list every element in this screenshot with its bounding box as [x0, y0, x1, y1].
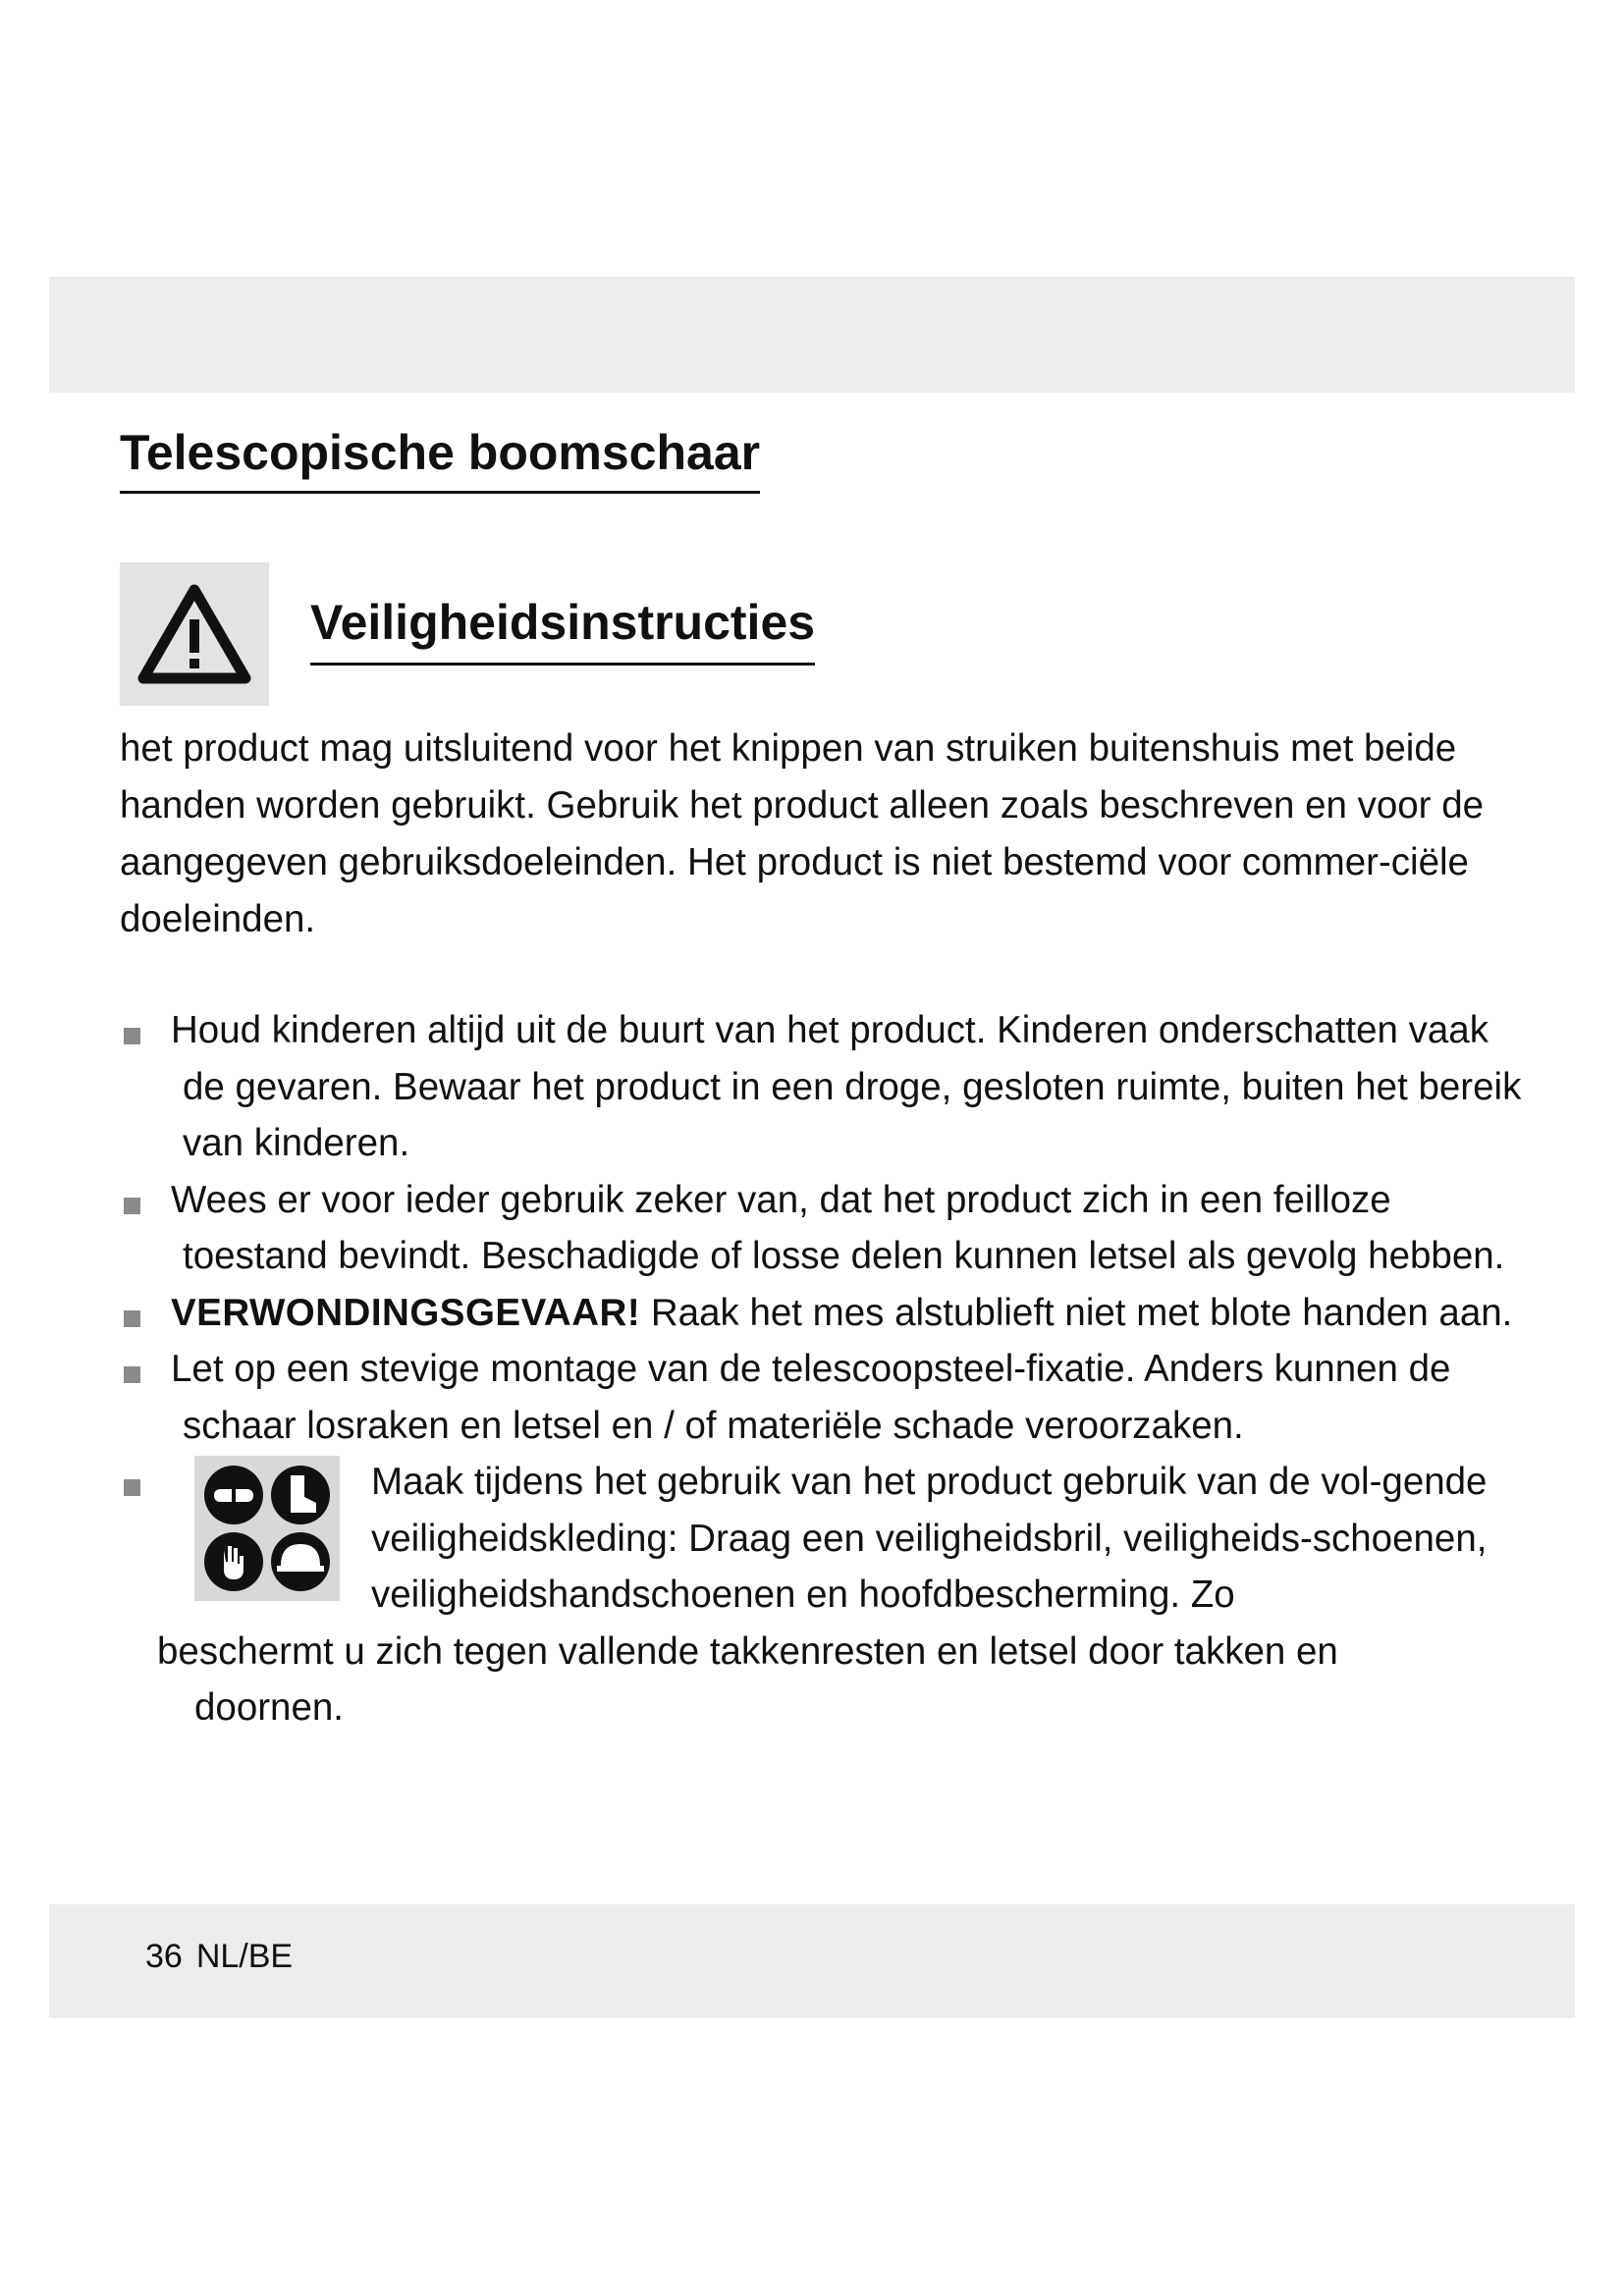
- list-item: [120, 1172, 1534, 1285]
- bullet-text-end: doornen.: [194, 1686, 344, 1729]
- bullet-square-icon: [124, 1310, 140, 1327]
- bullet-square-icon: [124, 1479, 140, 1496]
- safety-heading: Veiligheidsinstructies: [310, 598, 815, 666]
- bullet-square-icon: [124, 1028, 140, 1044]
- header-band: [49, 277, 1575, 393]
- bullet-square-icon: [124, 1198, 140, 1214]
- safety-list: [120, 1002, 1534, 1736]
- bullet-text: Maak tijdens het gebruik van het product gebruik van de vol-gende veiligheidskleding: Draag een veiligheidsbril, veiligheids-schoenen, veiligheidshandschoenen en hoofdbescherming. Zo: [371, 1461, 1488, 1616]
- safety-boots-icon: [271, 1466, 330, 1524]
- intro-paragraph: het product mag uitsluitend voor het knippen van struiken buitenshuis met beide handen worden gebruikt. Gebruik het product alleen zoals beschreven en voor de aangegeven gebruiksdoeleinden. Het product is niet bestemd voor commer-ciële doeleinden.: [120, 727, 1485, 940]
- section-title: Telescopische boomschaar: [120, 428, 760, 494]
- injury-warning: VERWONDINGSGEVAAR!: [171, 1291, 641, 1334]
- bullet-text-continued: beschermt u zich tegen vallende takkenresten en letsel door takken en: [157, 1629, 1338, 1673]
- warning-triangle-icon: [137, 584, 251, 684]
- bullet-square-icon: [124, 1366, 140, 1383]
- safety-goggles-icon: [204, 1466, 263, 1524]
- list-item: [120, 1341, 1534, 1454]
- list-item: [120, 1285, 1534, 1342]
- safety-gloves-icon: [204, 1532, 263, 1591]
- warning-sign: [120, 562, 269, 706]
- bullet-text: Raak het mes alstublieft niet met blote handen aan.: [640, 1291, 1513, 1334]
- ppe-icon-group: [194, 1456, 340, 1601]
- hard-hat-icon: [271, 1532, 330, 1591]
- page-footer: [145, 1940, 293, 1973]
- page-number: 36: [145, 1938, 183, 1975]
- bullet-text: Wees er voor ieder gebruik zeker van, dat het product zich in een feilloze toestand bevindt. Beschadigde of losse delen kunnen letsel als gevolg hebben.: [171, 1178, 1505, 1277]
- list-item: [120, 1002, 1534, 1172]
- locale-label: NL/BE: [195, 1938, 294, 1975]
- list-item: [120, 1454, 1534, 1736]
- bullet-text: Houd kinderen altijd uit de buurt van het product. Kinderen onderschatten vaak de gevaren. Bewaar het product in een droge, gesloten ruimte, buiten het bereik van kinderen.: [171, 1009, 1522, 1164]
- bullet-text: Let op een stevige montage van de telescoopsteel-fixatie. Anders kunnen de schaar losraken en letsel en / of materiële schade veroorzaken.: [171, 1348, 1451, 1447]
